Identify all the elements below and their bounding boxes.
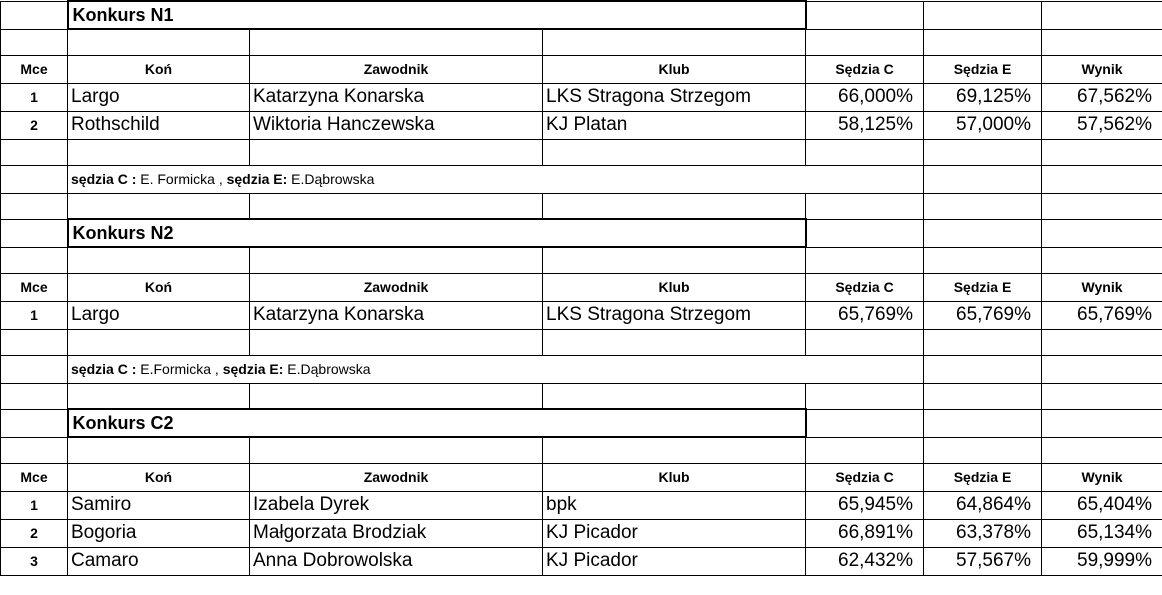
judge-e-cell[interactable]: 63,378% [924,519,1042,547]
judge-e-cell[interactable]: 65,769% [924,301,1042,329]
header-horse[interactable]: Koń [68,55,250,83]
judge-e-label: sędzia E: [222,361,284,377]
header-place[interactable]: Mce [1,273,68,301]
section-title[interactable]: Konkurs N1 [68,1,806,29]
header-judge-c[interactable]: Sędzia C [806,273,924,301]
place-cell[interactable]: 1 [1,83,68,111]
place-cell[interactable]: 1 [1,301,68,329]
empty-row [1,329,1162,355]
judge-c-cell[interactable]: 65,769% [806,301,924,329]
place-cell[interactable]: 1 [1,491,68,519]
place-cell[interactable]: 2 [1,519,68,547]
club-cell[interactable]: LKS Stragona Strzegom [543,83,806,111]
result-cell[interactable]: 67,562% [1042,83,1162,111]
rider-cell[interactable]: Izabela Dyrek [250,491,543,519]
section-title[interactable]: Konkurs C2 [68,409,806,437]
result-cell[interactable]: 65,404% [1042,491,1162,519]
judge-e-cell[interactable]: 57,567% [924,547,1042,575]
club-cell[interactable]: LKS Stragona Strzegom [543,301,806,329]
header-judge-c[interactable]: Sędzia C [806,463,924,491]
judge-c-cell[interactable]: 58,125% [806,111,924,139]
judge-c-label: sędzia C : [71,171,137,187]
header-horse[interactable]: Koń [68,273,250,301]
rider-cell[interactable]: Katarzyna Konarska [250,83,543,111]
place-cell[interactable]: 3 [1,547,68,575]
header-place[interactable]: Mce [1,463,68,491]
horse-cell[interactable]: Samiro [68,491,250,519]
rider-cell[interactable]: Małgorzata Brodziak [250,519,543,547]
empty-row [1,383,1162,409]
horse-cell[interactable]: Largo [68,83,250,111]
header-row [1,463,1162,491]
table-row [1,491,1162,519]
header-result[interactable]: Wynik [1042,273,1162,301]
header-result[interactable]: Wynik [1042,463,1162,491]
header-judge-e[interactable]: Sędzia E [924,55,1042,83]
header-horse[interactable]: Koń [68,463,250,491]
header-club[interactable]: Klub [543,463,806,491]
result-cell[interactable]: 59,999% [1042,547,1162,575]
result-cell[interactable]: 57,562% [1042,111,1162,139]
judge-c-name: E.Formicka , [136,361,223,377]
judges-row [1,355,1162,383]
header-judge-e[interactable]: Sędzia E [924,463,1042,491]
judge-e-label: sędzia E: [226,171,288,187]
judge-e-cell[interactable]: 57,000% [924,111,1042,139]
header-rider[interactable]: Zawodnik [250,55,543,83]
table-row [1,111,1162,139]
judge-e-name: E.Dąbrowska [287,171,375,187]
judges-note[interactable] [68,165,806,193]
table-row [1,301,1162,329]
header-place[interactable]: Mce [1,55,68,83]
header-judge-c[interactable]: Sędzia C [806,55,924,83]
judge-e-name: E.Dąbrowska [283,361,371,377]
header-rider[interactable]: Zawodnik [250,273,543,301]
header-club[interactable]: Klub [543,55,806,83]
header-row [1,273,1162,301]
rider-cell[interactable]: Wiktoria Hanczewska [250,111,543,139]
rider-cell[interactable]: Katarzyna Konarska [250,301,543,329]
judge-c-name: E. Formicka , [136,171,227,187]
empty-row [1,437,1162,463]
judges-note[interactable] [68,355,806,383]
section-title[interactable]: Konkurs N2 [68,219,806,247]
horse-cell[interactable]: Camaro [68,547,250,575]
horse-cell[interactable]: Bogoria [68,519,250,547]
club-cell[interactable]: bpk [543,491,806,519]
table-row [1,83,1162,111]
section-title-row [1,1,1162,29]
judges-row [1,165,1162,193]
club-cell[interactable]: KJ Picador [543,547,806,575]
judge-e-cell[interactable]: 64,864% [924,491,1042,519]
result-cell[interactable]: 65,134% [1042,519,1162,547]
judge-c-label: sędzia C : [71,361,137,377]
header-row [1,55,1162,83]
club-cell[interactable]: KJ Picador [543,519,806,547]
header-rider[interactable]: Zawodnik [250,463,543,491]
empty-row [1,193,1162,219]
table-row [1,547,1162,575]
horse-cell[interactable]: Largo [68,301,250,329]
horse-cell[interactable]: Rothschild [68,111,250,139]
result-cell[interactable]: 65,769% [1042,301,1162,329]
header-result[interactable]: Wynik [1042,55,1162,83]
judge-e-cell[interactable]: 69,125% [924,83,1042,111]
judge-c-cell[interactable]: 66,891% [806,519,924,547]
section-title-row [1,409,1162,437]
empty-row [1,29,1162,55]
table-row [1,519,1162,547]
empty-row [1,247,1162,273]
judge-c-cell[interactable]: 66,000% [806,83,924,111]
judge-c-cell[interactable]: 62,432% [806,547,924,575]
empty-row [1,139,1162,165]
section-title-row [1,219,1162,247]
judge-c-cell[interactable]: 65,945% [806,491,924,519]
rider-cell[interactable]: Anna Dobrowolska [250,547,543,575]
club-cell[interactable]: KJ Platan [543,111,806,139]
header-club[interactable]: Klub [543,273,806,301]
place-cell[interactable]: 2 [1,111,68,139]
header-judge-e[interactable]: Sędzia E [924,273,1042,301]
